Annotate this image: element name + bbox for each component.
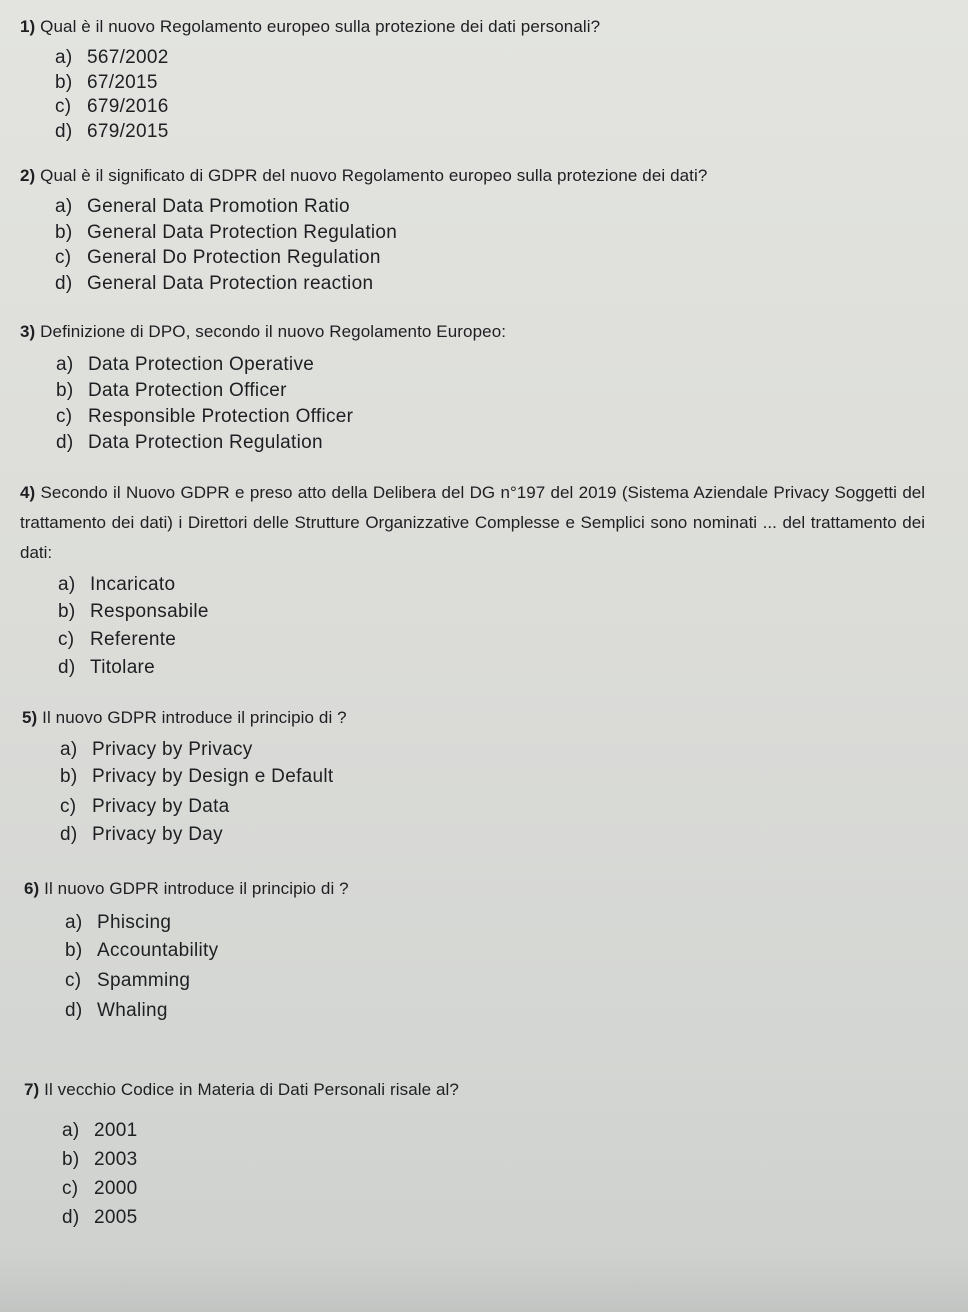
option-5b[interactable]: b) Privacy by Design e Default: [60, 766, 334, 787]
question-text: Il nuovo GDPR introduce il principio di ?: [42, 708, 347, 727]
option-2d[interactable]: d) General Data Protection reaction: [55, 273, 374, 294]
question-number: 5): [22, 708, 38, 727]
question-text: Qual è il significato di GDPR del nuovo Regolamento europeo sulla protezione dei dati?: [40, 166, 708, 185]
question-text: Secondo il Nuovo GDPR e preso atto della Delibera del DG n°197 del 2019 (Sistema Aziendale Privacy Soggetti del trattamento dei dati) i Direttori delle Strutture Organizzative Complesse e Semplici sono nominati ... del trattamento dei dati:: [20, 483, 925, 562]
option-2a[interactable]: a) General Data Promotion Ratio: [55, 196, 350, 217]
question-text: Qual è il nuovo Regolamento europeo sulla protezione dei dati personali?: [40, 17, 601, 36]
option-3b[interactable]: b) Data Protection Officer: [56, 380, 287, 401]
option-6a[interactable]: a) Phiscing: [65, 912, 172, 933]
question-text: Definizione di DPO, secondo il nuovo Regolamento Europeo:: [40, 322, 507, 341]
question-2-title: [20, 166, 707, 186]
option-1a[interactable]: a) 567/2002: [55, 47, 169, 68]
option-2b[interactable]: b) General Data Protection Regulation: [55, 222, 398, 243]
option-4c[interactable]: c) Referente: [58, 629, 177, 650]
option-5a[interactable]: a) Privacy by Privacy: [60, 739, 253, 760]
question-number: 2): [20, 166, 36, 185]
question-3-title: [20, 322, 506, 342]
option-6d[interactable]: d) Whaling: [65, 1000, 168, 1021]
option-5d[interactable]: d) Privacy by Day: [60, 824, 223, 845]
option-1b[interactable]: b) 67/2015: [55, 72, 158, 93]
question-6-title: [24, 879, 349, 899]
question-number: 6): [24, 879, 40, 898]
option-5c[interactable]: c) Privacy by Data: [60, 796, 230, 817]
option-1c[interactable]: c) 679/2016: [55, 96, 169, 117]
option-7a[interactable]: a) 2001: [62, 1120, 138, 1141]
option-6c[interactable]: c) Spamming: [65, 970, 191, 991]
option-4a[interactable]: a) Incaricato: [58, 574, 176, 595]
question-5-title: [22, 708, 347, 728]
question-text: Il nuovo GDPR introduce il principio di ?: [44, 879, 349, 898]
option-7b[interactable]: b) 2003: [62, 1149, 138, 1170]
option-7c[interactable]: c) 2000: [62, 1178, 138, 1199]
option-3a[interactable]: a) Data Protection Operative: [56, 354, 315, 375]
option-1d[interactable]: d) 679/2015: [55, 121, 169, 142]
page-bottom-shadow: [0, 1257, 968, 1312]
option-4b[interactable]: b) Responsabile: [58, 601, 209, 622]
question-number: 3): [20, 322, 36, 341]
option-3d[interactable]: d) Data Protection Regulation: [56, 432, 323, 453]
option-3c[interactable]: c) Responsible Protection Officer: [56, 406, 354, 427]
option-2c[interactable]: c) General Do Protection Regulation: [55, 247, 381, 268]
question-7-title: [24, 1080, 459, 1100]
question-text: Il vecchio Codice in Materia di Dati Personali risale al?: [44, 1080, 459, 1099]
question-number: 1): [20, 17, 36, 36]
question-1-title: [20, 17, 600, 37]
question-4-title: [20, 478, 925, 568]
question-number: 7): [24, 1080, 40, 1099]
option-7d[interactable]: d) 2005: [62, 1207, 138, 1228]
question-number: 4): [20, 483, 36, 502]
option-4d[interactable]: d) Titolare: [58, 657, 156, 678]
option-6b[interactable]: b) Accountability: [65, 940, 219, 961]
